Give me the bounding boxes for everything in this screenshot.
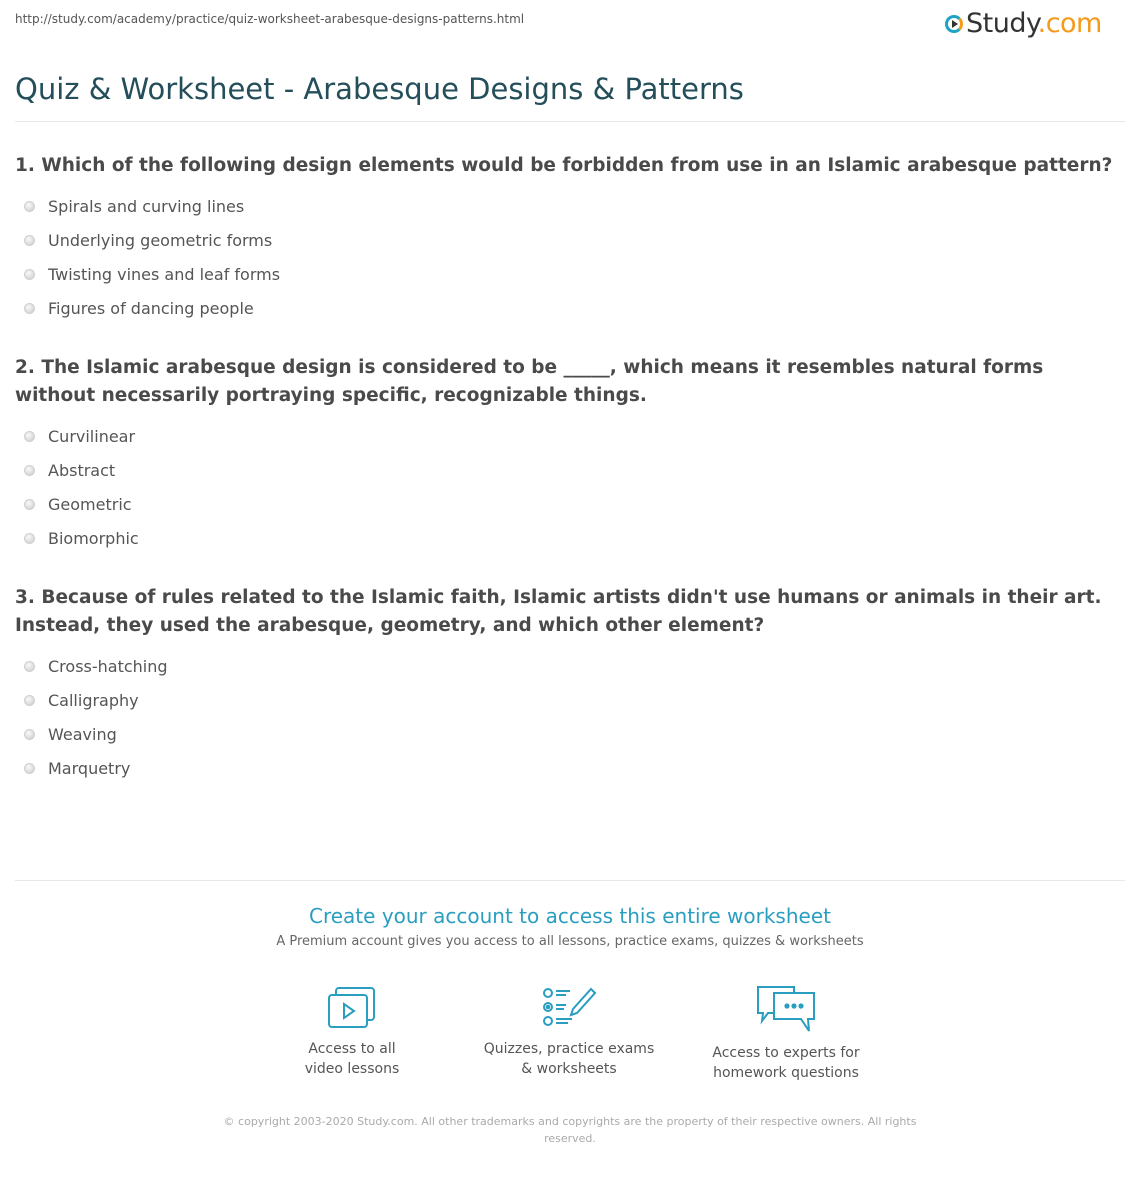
- logo-suffix: .com: [1037, 8, 1102, 39]
- option-label: Twisting vines and leaf forms: [48, 264, 281, 284]
- page-title: Quiz & Worksheet - Arabesque Designs & Patterns: [15, 72, 744, 106]
- radio-icon[interactable]: [24, 465, 35, 476]
- option-label: Weaving: [48, 724, 117, 744]
- radio-icon[interactable]: [24, 269, 35, 280]
- option-label: Biomorphic: [48, 528, 139, 548]
- quiz-checklist-icon: [541, 985, 597, 1031]
- option-label: Underlying geometric forms: [48, 230, 273, 250]
- option-label: Abstract: [48, 460, 116, 480]
- radio-icon[interactable]: [24, 533, 35, 544]
- quiz: [15, 152, 1125, 814]
- question-text: 3. Because of rules related to the Islamic faith, Islamic artists didn't use humans or animals in their art. Instead, they used the arabesque, geometry, and which other element?: [15, 587, 1102, 636]
- page-url: http://study.com/academy/practice/quiz-worksheet-arabesque-designs-patterns.html: [15, 12, 525, 26]
- copyright: © copyright 2003-2020 Study.com. All other trademarks and copyrights are the property of their respective owners. All rights reserved.: [223, 1115, 917, 1145]
- question-block: [15, 152, 1125, 328]
- option-label: Curvilinear: [48, 426, 136, 446]
- cta-subtitle: A Premium account gives you access to all lessons, practice exams, quizzes & worksheets: [276, 934, 864, 949]
- answer-option[interactable]: [15, 288, 1125, 328]
- radio-icon[interactable]: [24, 201, 35, 212]
- answer-option[interactable]: [15, 748, 1125, 788]
- video-lessons-icon: [326, 985, 378, 1031]
- option-label: Spirals and curving lines: [48, 196, 245, 216]
- question-text: 1. Which of the following design elements would be forbidden from use in an Islamic arabesque pattern?: [15, 155, 1113, 176]
- question-block: [15, 584, 1125, 788]
- radio-icon[interactable]: [24, 499, 35, 510]
- question-block: [15, 354, 1125, 558]
- feature-experts: [686, 985, 886, 1083]
- feature-label: video lessons: [304, 1061, 400, 1077]
- answer-option[interactable]: [15, 518, 1125, 558]
- question-text: 2. The Islamic arabesque design is considered to be _____, which means it resembles natural forms without necessarily portraying specific, recognizable things.: [15, 357, 1044, 406]
- option-label: Geometric: [48, 494, 132, 514]
- option-label: Figures of dancing people: [48, 298, 254, 318]
- feature-label: & worksheets: [521, 1061, 617, 1077]
- feature-label: Quizzes, practice exams: [483, 1041, 655, 1057]
- feature-quizzes: [469, 985, 669, 1079]
- divider: [15, 880, 1125, 881]
- feature-label: Access to experts for: [712, 1045, 860, 1061]
- radio-icon[interactable]: [24, 661, 35, 672]
- radio-icon[interactable]: [24, 303, 35, 314]
- radio-icon[interactable]: [24, 235, 35, 246]
- option-label: Cross-hatching: [48, 656, 168, 676]
- feature-label: Access to all: [308, 1041, 396, 1057]
- feature-video-lessons: [252, 985, 452, 1079]
- option-label: Calligraphy: [48, 690, 139, 710]
- radio-icon[interactable]: [24, 729, 35, 740]
- option-label: Marquetry: [48, 758, 131, 778]
- logo-text: Study: [966, 8, 1038, 39]
- feature-label: homework questions: [713, 1065, 859, 1081]
- chat-bubbles-icon: [754, 985, 818, 1035]
- study-logo[interactable]: [945, 8, 1102, 39]
- create-account-link[interactable]: Create your account to access this entire worksheet: [309, 904, 831, 928]
- radio-icon[interactable]: [24, 431, 35, 442]
- radio-icon[interactable]: [24, 763, 35, 774]
- radio-icon[interactable]: [24, 695, 35, 706]
- play-logo-icon: [945, 15, 963, 33]
- divider: [15, 121, 1125, 122]
